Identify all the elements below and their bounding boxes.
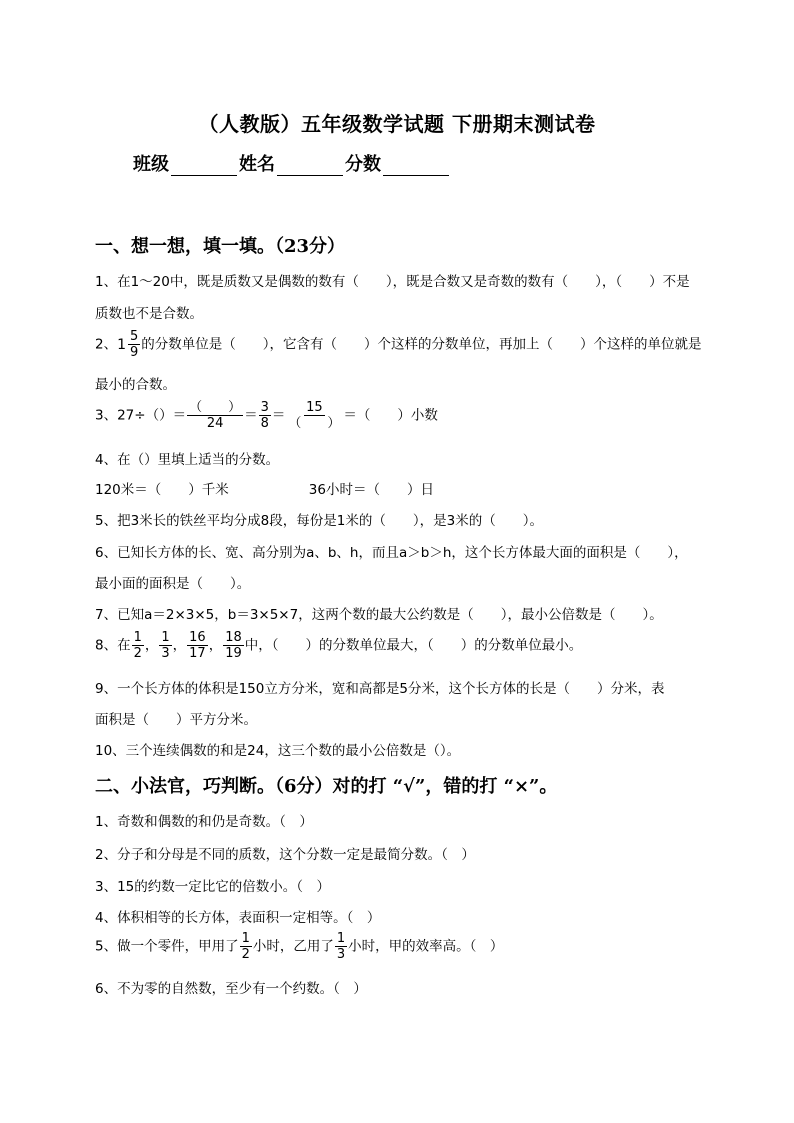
q2-suffix: 的分数单位是（ ），它含有（ ）个这样的分数单位，再加上（ ）个这样的单位就是: [141, 336, 702, 353]
q3-suffix: ＝（ ）小数: [343, 407, 438, 424]
q3-f2-denominator: 8: [260, 416, 269, 431]
q3-equals-1: ＝: [244, 407, 258, 424]
q8-fraction-3: [187, 630, 208, 661]
q3-prefix: 3、27÷（）＝: [95, 407, 187, 424]
score-blank[interactable]: [383, 157, 449, 176]
q3-f1-denominator: 24: [206, 416, 224, 431]
j5-f1-numerator: 1: [241, 931, 250, 946]
q8-f2-denominator: 3: [161, 646, 170, 661]
name-label: 姓名: [239, 154, 275, 175]
q8-comma-1: ，: [144, 637, 159, 654]
q3-f1-numerator: （ ）: [189, 400, 242, 415]
q8-prefix: 8、在: [95, 637, 131, 654]
exam-title: （人教版）五年级数学试题 下册期末测试卷: [198, 112, 596, 136]
q8-f1-numerator: 1: [133, 630, 142, 645]
student-info-line: [133, 150, 451, 176]
judge-1: 1、奇数和偶数的和仍是奇数。（ ）: [95, 814, 313, 830]
q8-f4-numerator: 18: [225, 630, 242, 645]
class-label: 班级: [133, 154, 169, 175]
q2-fraction: [128, 329, 140, 360]
q10-line: 10、三个连续偶数的和是24，这三个数的最小公倍数是（）。: [95, 743, 461, 759]
q2-mixed-number: [117, 329, 141, 360]
q8-fraction-2: [159, 630, 171, 661]
q8-f2-numerator: 1: [161, 630, 170, 645]
q9-line1: 9、一个长方体的体积是150立方分米，宽和高都是5分米，这个长方体的长是（ ）分米，表: [95, 681, 665, 697]
judge-6: 6、不为零的自然数，至少有一个约数。（ ）: [95, 981, 367, 997]
section-1-heading: 一、想一想，填一填。（23分）: [95, 236, 346, 257]
judge-5: [95, 931, 503, 962]
q1-line2: 质数也不是合数。: [95, 306, 203, 322]
j5-f2-numerator: 1: [336, 931, 346, 946]
q6-line2: 最小面的面积是（ ）。: [95, 576, 251, 592]
q3-equals-2: ＝: [271, 407, 286, 424]
q8-f3-numerator: 16: [189, 630, 206, 645]
q3-line: [95, 400, 438, 431]
score-label: 分数: [345, 154, 381, 175]
q3-fraction-2: [259, 400, 271, 431]
q3-f2-numerator: 3: [260, 400, 269, 415]
judge-2: 2、分子和分母是不同的质数，这个分数一定是最简分数。（ ）: [95, 847, 475, 863]
q2-line1: [95, 329, 702, 360]
q2-denominator: 9: [130, 345, 139, 360]
judge-4: 4、体积相等的长方体，表面积一定相等。（ ）: [95, 910, 381, 926]
q2-prefix: 2、: [95, 336, 118, 353]
q2-line2: 最小的合数。: [95, 377, 176, 393]
j5-prefix: 5、做一个零件，甲用了: [95, 938, 239, 955]
q5-line: 5、把3米长的铁丝平均分成8段，每份是1米的（ ），是3米的（ ）。: [95, 513, 543, 529]
q4-part-b: 36小时＝（ ）日: [308, 482, 434, 498]
q8-suffix: 中，（ ）的分数单位最大，（ ）的分数单位最小。: [244, 637, 583, 654]
q4-part-a: 120米＝（ ）千米: [95, 482, 229, 498]
q1-line1: 1、在1～20中，既是质数又是偶数的数有（ ），既是合数又是奇数的数有（ ），（ ）不是: [95, 274, 690, 290]
q7-line: 7、已知a＝2×3×5，b＝3×5×7，这两个数的最大公约数是（ ），最小公倍数是（ ）。: [95, 607, 663, 623]
q3-f3-denominator: （ ）: [288, 416, 341, 431]
q6-line1: 6、已知长方体的长、宽、高分别为a、b、h，而且a＞b＞h，这个长方体最大面的面积是（ ），: [95, 545, 688, 561]
judge-3: 3、15的约数一定比它的倍数小。（ ）: [95, 879, 331, 895]
q2-numerator: 5: [130, 329, 139, 344]
j5-fraction-1: [240, 931, 252, 962]
q3-f3-numerator: 15: [306, 400, 323, 415]
j5-fraction-2: [335, 931, 347, 962]
section-2-heading: 二、小法官，巧判断。（6分）对的打 “√”，错的打 “×”。: [95, 776, 558, 797]
q8-line: [95, 630, 582, 661]
q8-comma-2: ，: [172, 637, 187, 654]
j5-f1-denominator: 2: [241, 947, 250, 962]
q8-fraction-1: [132, 630, 144, 661]
j5-suffix: 小时，甲的效率高。（ ）: [348, 938, 504, 955]
q8-f3-denominator: 17: [189, 646, 206, 661]
q9-line2: 面积是（ ）平方分米。: [95, 712, 257, 728]
q4-line2: [95, 478, 434, 498]
name-blank[interactable]: [277, 157, 343, 176]
q4-line1: 4、在（）里填上适当的分数。: [95, 452, 280, 468]
q8-f1-denominator: 2: [133, 646, 142, 661]
q8-f4-denominator: 19: [225, 646, 242, 661]
q8-fraction-4: [223, 630, 244, 661]
q3-fraction-1: [187, 400, 243, 431]
j5-middle: 小时，乙用了: [252, 938, 334, 955]
q2-whole: 1: [117, 336, 127, 353]
q3-fraction-3: [286, 400, 342, 431]
q8-comma-3: ，: [208, 637, 223, 654]
j5-f2-denominator: 3: [336, 947, 346, 962]
class-blank[interactable]: [171, 157, 237, 176]
